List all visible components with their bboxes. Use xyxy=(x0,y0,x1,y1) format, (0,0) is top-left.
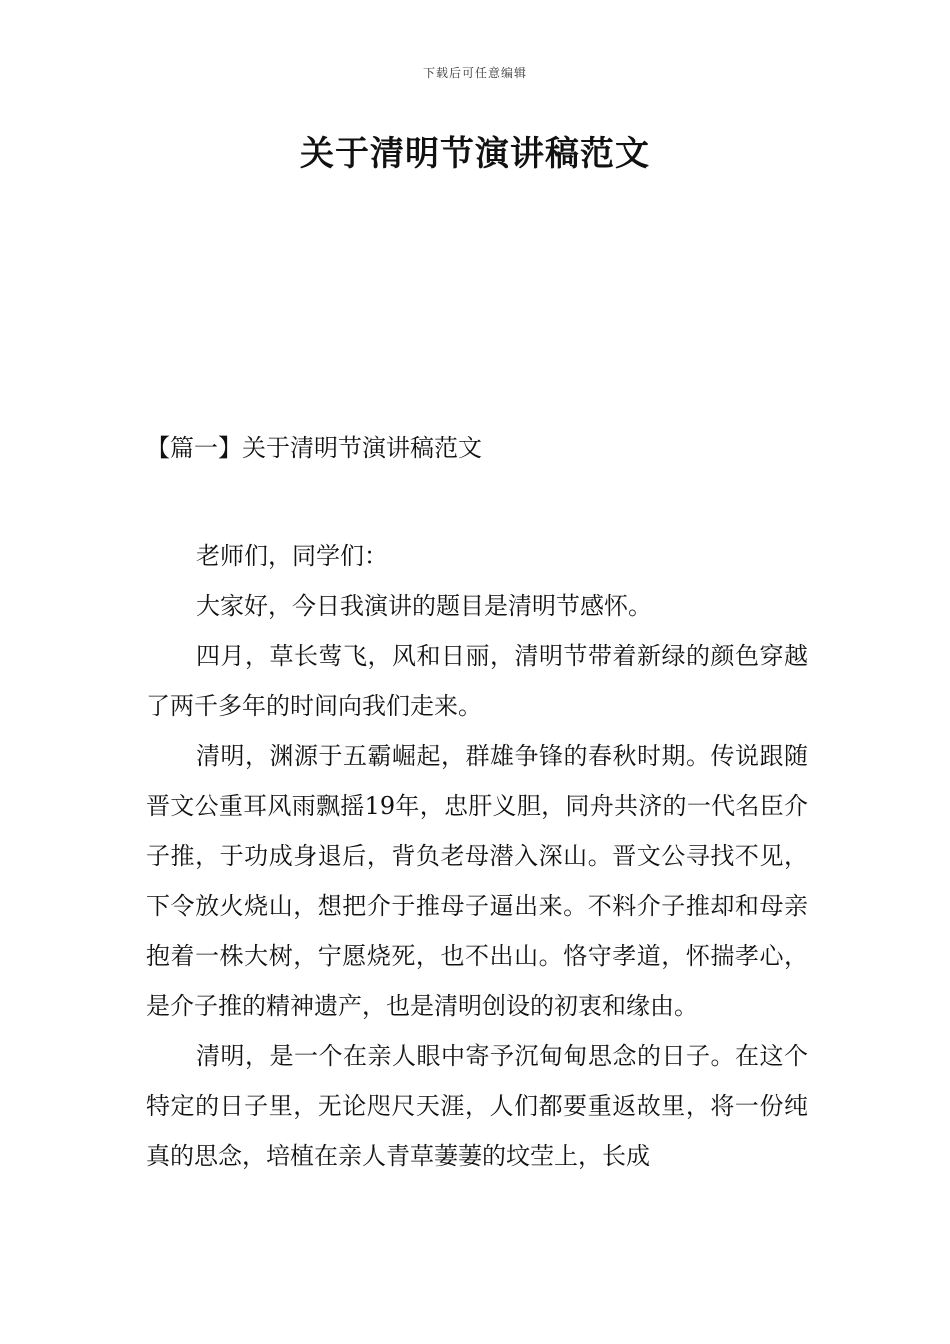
paragraph-origin: 清明，渊源于五霸崛起，群雄争锋的春秋时期。传说跟随晋文公重耳风雨飘摇19年，忠肝义胆，同舟共济的一代名臣介子推，于功成身退后，背负老母潜入深山。晋文公寻找不见，下令放火烧山，想把介于推母子逼出来。不料介子推却和母亲抱着一株大树，宁愿烧死，也不出山。恪守孝道，怀揣孝心，是介子推的精神遗产，也是清明创设的初衷和缘由。 xyxy=(146,742,808,1020)
paragraph-remembrance: 清明，是一个在亲人眼中寄予沉甸甸思念的日子。在这个特定的日子里，无论咫尺天涯，人们都要重返故里，将一份纯真的思念，培植在亲人青草萋萋的坟茔上，长成 xyxy=(146,1042,808,1170)
body-text xyxy=(146,531,808,1181)
paragraph-greeting: 老师们，同学们： xyxy=(196,542,388,570)
paragraph-april: 四月，草长莺飞，风和日丽，清明节带着新绿的颜色穿越了两千多年的时间向我们走来。 xyxy=(146,642,808,720)
document-title: 关于清明节演讲稿范文 xyxy=(300,134,650,174)
header-note: 下载后可任意编辑 xyxy=(422,66,527,80)
paragraph-intro: 大家好，今日我演讲的题目是清明节感怀。 xyxy=(196,592,652,620)
section-heading: 【篇一】关于清明节演讲稿范文 xyxy=(146,434,482,462)
